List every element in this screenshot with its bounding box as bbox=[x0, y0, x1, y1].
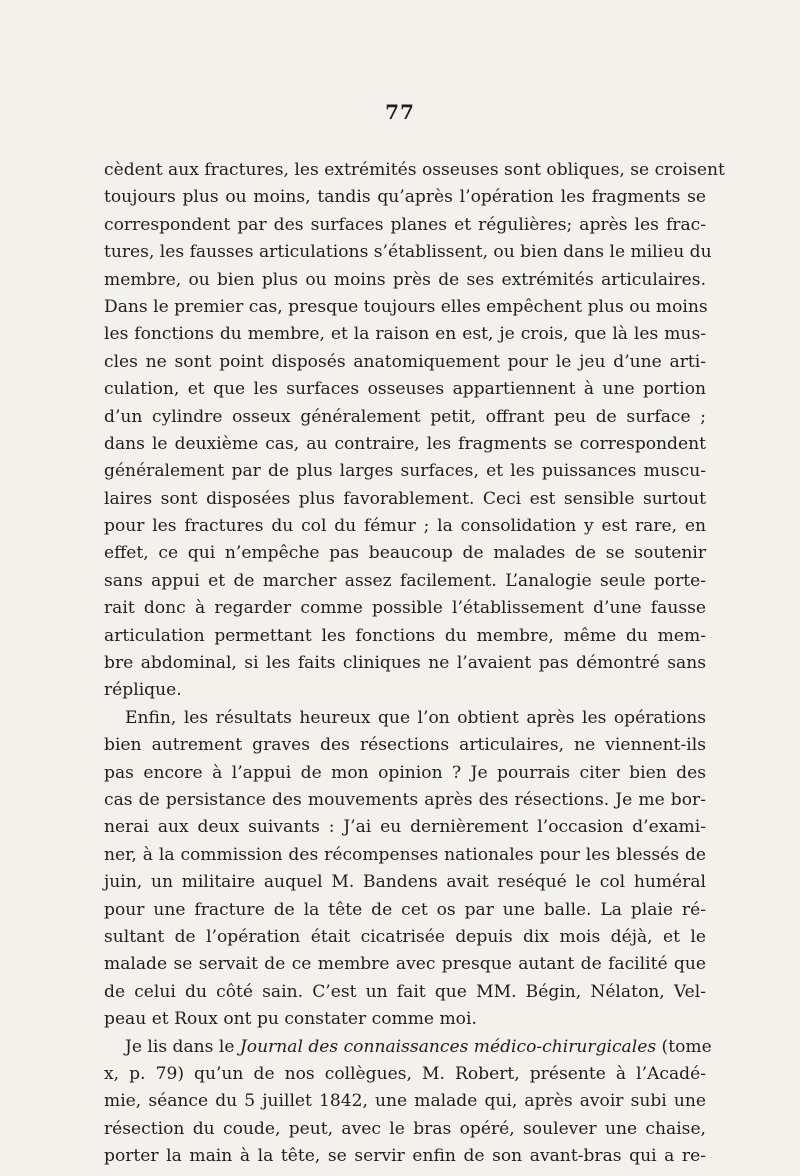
text-run: dans le deuxième cas, au contraire, les fragments se correspondent bbox=[104, 433, 706, 454]
text-line bbox=[104, 267, 706, 294]
text-run: cèdent aux fractures, les extrémités osseuses sont obliques, se croisent bbox=[104, 160, 725, 180]
text-line bbox=[104, 623, 706, 650]
text-line bbox=[104, 1088, 706, 1115]
text-run: les fonctions du membre, et la raison en est, je crois, que là les mus- bbox=[104, 324, 706, 345]
text-line bbox=[104, 1006, 706, 1033]
text-line bbox=[104, 1116, 706, 1143]
text-run: réplique. bbox=[104, 680, 182, 701]
text-run: correspondent par des surfaces planes et régulières; après les frac- bbox=[104, 214, 706, 235]
text-line bbox=[104, 1143, 706, 1170]
text-run: culation, et que les surfaces osseuses appartiennent à une portion bbox=[104, 379, 706, 400]
text-line bbox=[104, 184, 706, 211]
text-run: pas encore à l’appui de mon opinion ? Je pourrais citer bien des bbox=[104, 762, 706, 783]
text-line bbox=[104, 431, 706, 458]
text-run: mie, séance du 5 juillet 1842, une malade qui, après avoir subi une bbox=[104, 1091, 706, 1112]
text-run: sultant de l’opération était cicatrisée depuis dix mois déjà, et le bbox=[104, 926, 706, 947]
text-line bbox=[104, 979, 706, 1006]
text-run: résection du coude, peut, avec le bras opéré, soulever une chaise, bbox=[104, 1118, 706, 1139]
text-run: Dans le premier cas, presque toujours elles empêchent plus ou moins bbox=[104, 296, 708, 317]
text-line bbox=[104, 897, 706, 924]
text-run: cles ne sont point disposés anatomiquement pour le jeu d’une arti- bbox=[104, 351, 706, 372]
page-number: 77 bbox=[385, 100, 415, 124]
text-line bbox=[104, 157, 725, 184]
text-line bbox=[104, 212, 706, 239]
text-run: ner, à la commission des récompenses nationales pour les blessés de bbox=[104, 844, 706, 865]
text-line bbox=[104, 1034, 712, 1061]
text-line bbox=[104, 677, 706, 704]
text-run: x, p. 79) qu’un de nos collègues, M. Robert, présente à l’Acadé- bbox=[104, 1063, 706, 1084]
text-run: effet, ce qui n’empêche pas beaucoup de malades de se soutenir bbox=[104, 543, 706, 564]
text-line bbox=[104, 349, 706, 376]
text-line bbox=[104, 321, 706, 348]
text-line bbox=[104, 294, 706, 321]
text-line bbox=[104, 924, 706, 951]
text-line bbox=[104, 458, 706, 485]
text-line bbox=[104, 239, 712, 266]
text-line bbox=[104, 376, 706, 403]
text-run: bien autrement graves des résections articulaires, ne viennent-ils bbox=[104, 735, 706, 756]
text-line bbox=[104, 732, 706, 759]
text-line bbox=[104, 814, 706, 841]
text-run: articulation permettant les fonctions du membre, même du mem- bbox=[104, 625, 706, 646]
text-run: (tome bbox=[656, 1036, 712, 1057]
text-line bbox=[104, 787, 706, 814]
text-run: pour une fracture de la tête de cet os par une balle. La plaie ré- bbox=[104, 899, 706, 920]
text-run: toujours plus ou moins, tandis qu’après l’opération les fragments se bbox=[104, 187, 706, 208]
text-run: généralement par de plus larges surfaces, et les puissances muscu- bbox=[104, 461, 706, 482]
text-line bbox=[104, 842, 706, 869]
journal-title: Journal des connaissances médico-chirurgicales bbox=[239, 1036, 657, 1057]
text-run: Je lis dans le bbox=[125, 1036, 240, 1057]
text-run: rait donc à regarder comme possible l’établissement d’une fausse bbox=[104, 598, 706, 619]
text-line bbox=[104, 568, 706, 595]
text-run: Enfin, les résultats heureux que l’on obtient après les opérations bbox=[125, 707, 706, 728]
text-run: juin, un militaire auquel M. Bandens avait reséqué le col huméral bbox=[104, 872, 706, 893]
text-run: de celui du côté sain. C’est un fait que MM. Bégin, Nélaton, Vel- bbox=[104, 981, 706, 1002]
text-line bbox=[104, 705, 706, 732]
text-run: nerai aux deux suivants : J’ai eu dernièrement l’occasion d’exami- bbox=[104, 817, 706, 838]
text-line bbox=[104, 869, 706, 896]
text-line bbox=[104, 486, 706, 513]
body-text bbox=[104, 157, 725, 1170]
text-line bbox=[104, 951, 706, 978]
text-run: bre abdominal, si les faits cliniques ne l’avaient pas démontré sans bbox=[104, 653, 706, 674]
text-line bbox=[104, 540, 706, 567]
text-run: pour les fractures du col du fémur ; la consolidation y est rare, en bbox=[104, 516, 706, 537]
text-line bbox=[104, 760, 706, 787]
text-run: tures, les fausses articulations s’établissent, ou bien dans le milieu du bbox=[104, 242, 712, 263]
text-run: d’un cylindre osseux généralement petit, offrant peu de surface ; bbox=[104, 406, 706, 427]
text-line bbox=[104, 404, 706, 431]
text-line bbox=[104, 513, 706, 540]
text-run: malade se servait de ce membre avec presque autant de facilité que bbox=[104, 954, 706, 975]
text-run: cas de persistance des mouvements après des résections. Je me bor- bbox=[104, 789, 706, 810]
text-run: laires sont disposées plus favorablement. Ceci est sensible surtout bbox=[104, 488, 706, 509]
text-line bbox=[104, 1061, 706, 1088]
text-run: membre, ou bien plus ou moins près de ses extrémités articulaires. bbox=[104, 269, 706, 290]
text-run: peau et Roux ont pu constater comme moi. bbox=[104, 1009, 477, 1030]
text-run: porter la main à la tête, se servir enfin de son avant-bras qui a re- bbox=[104, 1146, 706, 1167]
text-run: sans appui et de marcher assez facilement. L’analogie seule porte- bbox=[104, 570, 706, 591]
text-line bbox=[104, 595, 706, 622]
text-line bbox=[104, 650, 706, 677]
